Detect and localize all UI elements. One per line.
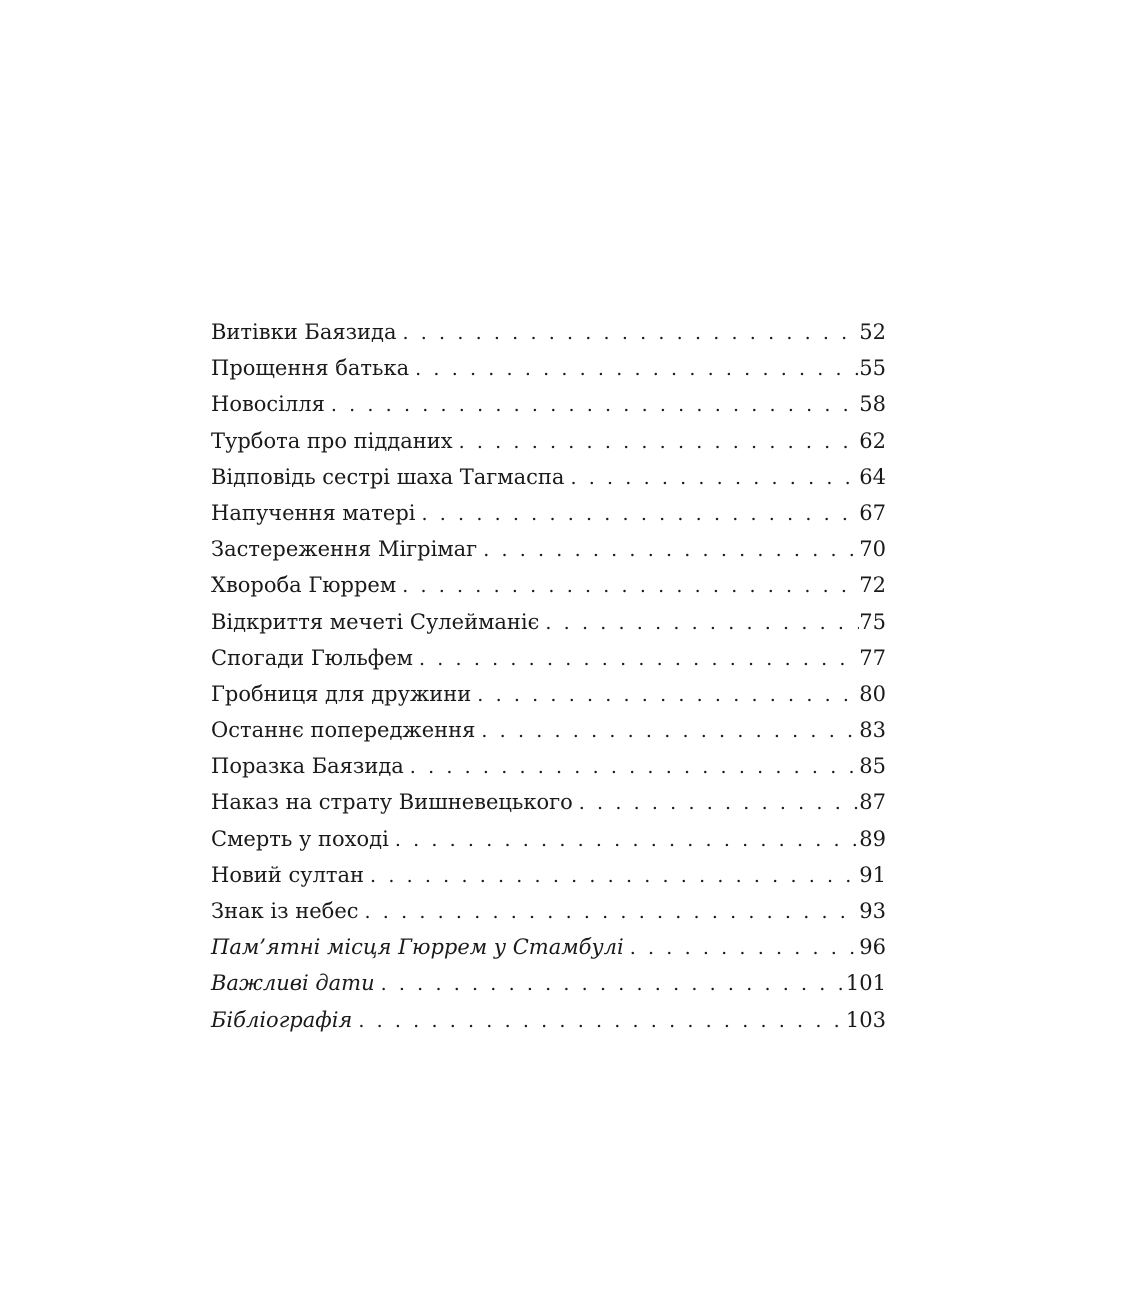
toc-entry-title: Спогади Гюльфем — [211, 645, 413, 670]
toc-entry-title: Важливі дати — [211, 971, 375, 996]
toc-entry-title: Гробниця для дружини — [211, 681, 472, 706]
toc-dot-leader — [475, 713, 859, 749]
toc-entry-5 — [211, 495, 886, 531]
toc-entry-page: 77 — [859, 645, 886, 670]
toc-entry-6 — [211, 531, 886, 567]
toc-dot-leader — [471, 677, 859, 713]
toc-entry-page: 83 — [859, 718, 886, 743]
toc-entry-10 — [211, 676, 886, 712]
toc-entry-title: Напучення матері — [211, 500, 416, 525]
table-of-contents — [211, 314, 886, 1038]
toc-entry-title: Поразка Баязида — [211, 754, 404, 779]
toc-entry-title: Відповідь сестрі шаха Тагмаспа — [211, 464, 565, 489]
toc-dot-leader — [453, 424, 860, 460]
toc-entry-7 — [211, 567, 886, 603]
toc-entry-2 — [211, 386, 886, 422]
toc-entry-13 — [211, 784, 886, 820]
toc-entry-page: 72 — [859, 573, 886, 598]
toc-dot-leader — [624, 930, 860, 966]
toc-dot-leader — [325, 387, 859, 423]
toc-entry-title: Смерть у поході — [211, 826, 389, 851]
toc-entry-4 — [211, 459, 886, 495]
toc-entry-3 — [211, 423, 886, 459]
toc-dot-leader — [404, 749, 859, 785]
toc-entry-title: Останнє попередження — [211, 718, 476, 743]
toc-dot-leader — [477, 532, 859, 568]
toc-entry-title: Відкриття мечеті Сулейманіє — [211, 609, 540, 634]
toc-entry-page: 93 — [859, 899, 886, 923]
toc-entry-17 — [211, 929, 886, 965]
toc-entry-title: Новосілля — [211, 392, 325, 417]
toc-dot-leader — [396, 568, 859, 604]
toc-entry-page: 70 — [859, 537, 886, 562]
toc-dot-leader — [539, 605, 859, 641]
toc-entry-title: Знак із небес — [211, 899, 359, 923]
toc-dot-leader — [389, 822, 859, 858]
toc-entry-page: 80 — [859, 681, 886, 706]
toc-entry-0 — [211, 314, 886, 350]
toc-entry-8 — [211, 604, 886, 640]
toc-dot-leader — [375, 966, 846, 1002]
toc-entry-page: 55 — [859, 356, 886, 381]
toc-entry-14 — [211, 821, 886, 857]
toc-dot-leader — [364, 858, 859, 894]
toc-entry-page: 62 — [859, 428, 886, 453]
toc-dot-leader — [409, 351, 859, 387]
toc-entry-page: 75 — [859, 609, 886, 634]
toc-entry-16 — [211, 893, 886, 929]
toc-entry-title: Застереження Мігрімаг — [211, 537, 478, 562]
toc-entry-9 — [211, 640, 886, 676]
toc-entry-page: 96 — [859, 935, 886, 960]
toc-dot-leader — [396, 315, 859, 351]
toc-entry-title: Витівки Баязида — [211, 320, 397, 344]
toc-dot-leader — [359, 894, 860, 930]
toc-dot-leader — [573, 785, 859, 821]
toc-entry-title: Наказ на страту Вишневецького — [211, 790, 573, 815]
toc-entry-page: 87 — [859, 790, 886, 815]
toc-entry-18 — [211, 965, 886, 1001]
toc-dot-leader — [352, 1003, 846, 1039]
toc-entry-1 — [211, 350, 886, 386]
toc-dot-leader — [564, 460, 859, 496]
toc-entry-page: 64 — [859, 464, 886, 489]
toc-entry-page: 52 — [859, 320, 886, 344]
toc-entry-page: 67 — [859, 500, 886, 525]
toc-entry-title: Бібліографія — [211, 1007, 353, 1032]
toc-entry-15 — [211, 857, 886, 893]
toc-entry-12 — [211, 748, 886, 784]
toc-entry-title: Прощення батька — [211, 356, 410, 381]
toc-entry-19 — [211, 1002, 886, 1038]
toc-entry-title: Новий султан — [211, 862, 365, 887]
toc-entry-title: Хвороба Гюррем — [211, 573, 397, 598]
toc-entry-page: 91 — [859, 862, 886, 887]
toc-dot-leader — [415, 496, 859, 532]
toc-entry-page: 85 — [859, 754, 886, 779]
toc-entry-page: 103 — [845, 1007, 886, 1032]
toc-entry-title: Турбота про підданих — [211, 428, 453, 453]
toc-entry-page: 89 — [859, 826, 886, 851]
toc-entry-page: 58 — [859, 392, 886, 417]
toc-entry-page: 101 — [845, 971, 886, 996]
toc-dot-leader — [413, 641, 859, 677]
toc-entry-title: Пам’ятні місця Гюррем у Стамбулі — [211, 935, 624, 960]
toc-entry-11 — [211, 712, 886, 748]
